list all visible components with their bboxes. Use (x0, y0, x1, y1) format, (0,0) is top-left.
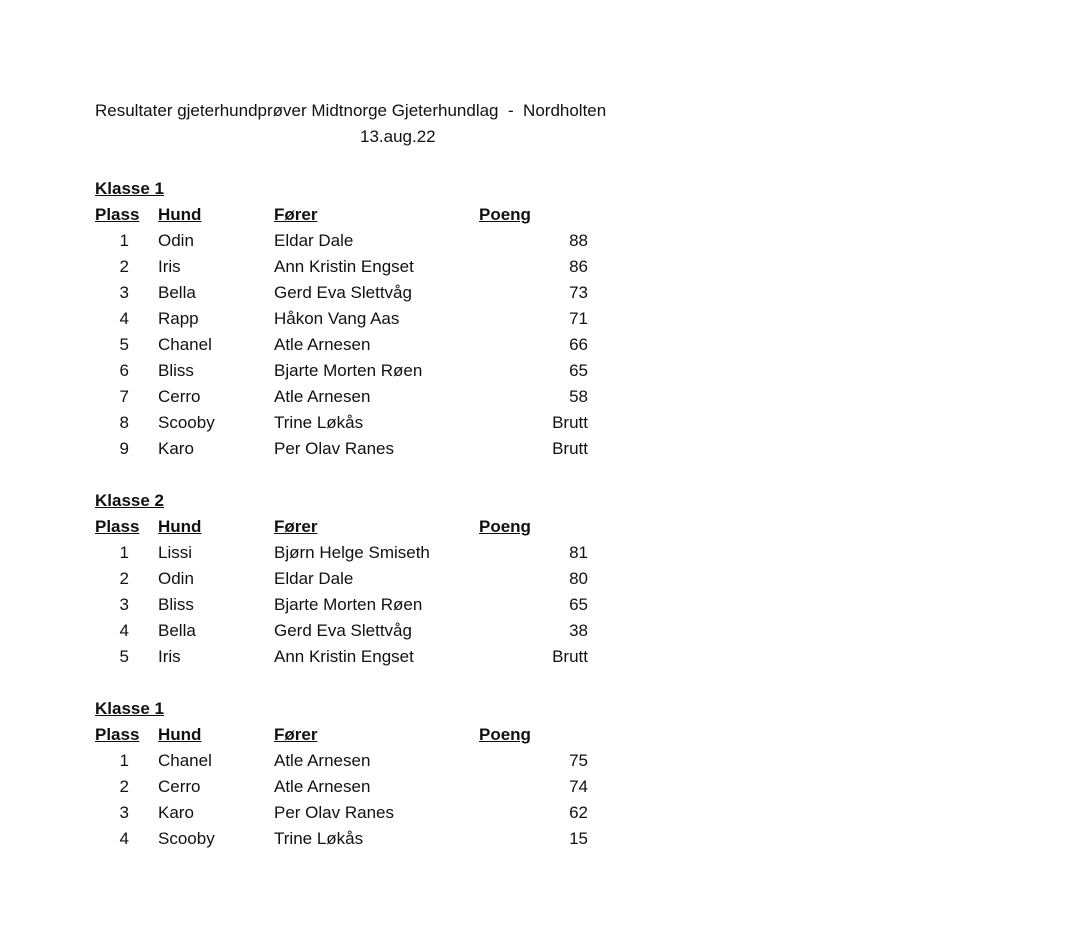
cell-hund: Karo (158, 439, 194, 458)
cell-hund: Bliss (158, 361, 194, 380)
class-title: Klasse 1 (95, 699, 164, 718)
cell-hund: Odin (158, 569, 194, 588)
class-title: Klasse 1 (95, 179, 164, 198)
cell-plass: 7 (119, 387, 129, 406)
cell-plass: 1 (119, 543, 129, 562)
table-row (95, 644, 695, 670)
cell-hund: Bella (158, 621, 196, 640)
cell-poeng: 74 (569, 777, 588, 796)
cell-poeng: Brutt (552, 647, 588, 666)
cell-plass: 3 (119, 283, 129, 302)
cell-plass: 1 (119, 751, 129, 770)
table-header (95, 722, 695, 748)
header-plass: Plass (95, 205, 140, 224)
cell-forer: Gerd Eva Slettvåg (274, 621, 412, 640)
cell-forer: Trine Løkås (274, 829, 364, 848)
cell-poeng: 15 (569, 829, 588, 848)
cell-hund: Iris (158, 647, 181, 666)
cell-hund: Cerro (158, 777, 201, 796)
cell-poeng: 38 (569, 621, 588, 640)
cell-forer: Atle Arnesen (274, 777, 371, 796)
table-row (95, 592, 695, 618)
cell-hund: Odin (158, 231, 194, 250)
cell-plass: 4 (119, 829, 129, 848)
cell-forer: Per Olav Ranes (274, 803, 394, 822)
table-row (95, 540, 695, 566)
header-poeng: Poeng (479, 205, 531, 224)
header-plass: Plass (95, 725, 140, 744)
cell-poeng: 86 (569, 257, 588, 276)
results-document (95, 98, 695, 852)
cell-forer: Atle Arnesen (274, 387, 371, 406)
cell-poeng: 80 (569, 569, 588, 588)
cell-plass: 9 (119, 439, 129, 458)
header-plass: Plass (95, 517, 140, 536)
cell-plass: 2 (119, 257, 129, 276)
header-hund: Hund (158, 725, 202, 744)
table-row (95, 410, 695, 436)
cell-plass: 6 (119, 361, 129, 380)
cell-poeng: 65 (569, 595, 588, 614)
cell-plass: 4 (119, 621, 129, 640)
table-row (95, 774, 695, 800)
document-date: 13.aug.22 (360, 127, 436, 146)
cell-forer: Atle Arnesen (274, 751, 371, 770)
class-section (95, 488, 695, 670)
cell-poeng: Brutt (552, 439, 588, 458)
table-row (95, 228, 695, 254)
cell-hund: Lissi (158, 543, 193, 562)
cell-forer: Atle Arnesen (274, 335, 371, 354)
table-header (95, 202, 695, 228)
cell-poeng: 58 (569, 387, 588, 406)
cell-hund: Cerro (158, 387, 201, 406)
table-row (95, 436, 695, 462)
cell-hund: Scooby (158, 413, 215, 432)
header-forer: Fører (274, 725, 318, 744)
cell-plass: 5 (119, 335, 129, 354)
header-hund: Hund (158, 205, 202, 224)
class-section (95, 696, 695, 852)
table-row (95, 748, 695, 774)
cell-forer: Eldar Dale (274, 569, 354, 588)
cell-forer: Bjarte Morten Røen (274, 595, 423, 614)
cell-forer: Gerd Eva Slettvåg (274, 283, 412, 302)
document-title: Resultater gjeterhundprøver Midtnorge Gjeterhundlag - Nordholten (95, 101, 607, 120)
cell-hund: Chanel (158, 335, 212, 354)
cell-plass: 2 (119, 569, 129, 588)
class-section (95, 176, 695, 462)
cell-hund: Bliss (158, 595, 194, 614)
cell-plass: 8 (119, 413, 129, 432)
table-row (95, 254, 695, 280)
cell-poeng: 88 (569, 231, 588, 250)
cell-poeng: Brutt (552, 413, 588, 432)
header-forer: Fører (274, 517, 318, 536)
cell-plass: 1 (119, 231, 129, 250)
cell-hund: Iris (158, 257, 181, 276)
cell-hund: Scooby (158, 829, 215, 848)
cell-forer: Bjarte Morten Røen (274, 361, 423, 380)
cell-plass: 3 (119, 803, 129, 822)
cell-plass: 4 (119, 309, 129, 328)
table-row (95, 826, 695, 852)
cell-hund: Rapp (158, 309, 199, 328)
cell-plass: 5 (119, 647, 129, 666)
cell-forer: Ann Kristin Engset (274, 647, 414, 666)
cell-plass: 2 (119, 777, 129, 796)
cell-poeng: 62 (569, 803, 588, 822)
cell-forer: Håkon Vang Aas (274, 309, 400, 328)
cell-forer: Eldar Dale (274, 231, 354, 250)
header-hund: Hund (158, 517, 202, 536)
table-header (95, 514, 695, 540)
cell-poeng: 71 (569, 309, 588, 328)
table-row (95, 280, 695, 306)
cell-hund: Karo (158, 803, 194, 822)
table-row (95, 358, 695, 384)
cell-hund: Bella (158, 283, 196, 302)
cell-poeng: 73 (569, 283, 588, 302)
table-row (95, 800, 695, 826)
cell-forer: Trine Løkås (274, 413, 364, 432)
header-poeng: Poeng (479, 517, 531, 536)
table-row (95, 306, 695, 332)
header-forer: Fører (274, 205, 318, 224)
table-row (95, 566, 695, 592)
header-poeng: Poeng (479, 725, 531, 744)
cell-poeng: 75 (569, 751, 588, 770)
table-row (95, 384, 695, 410)
cell-forer: Per Olav Ranes (274, 439, 394, 458)
cell-poeng: 65 (569, 361, 588, 380)
table-row (95, 332, 695, 358)
class-title: Klasse 2 (95, 491, 164, 510)
table-row (95, 618, 695, 644)
cell-plass: 3 (119, 595, 129, 614)
cell-forer: Bjørn Helge Smiseth (274, 543, 430, 562)
cell-poeng: 81 (569, 543, 588, 562)
cell-hund: Chanel (158, 751, 212, 770)
cell-forer: Ann Kristin Engset (274, 257, 414, 276)
cell-poeng: 66 (569, 335, 588, 354)
